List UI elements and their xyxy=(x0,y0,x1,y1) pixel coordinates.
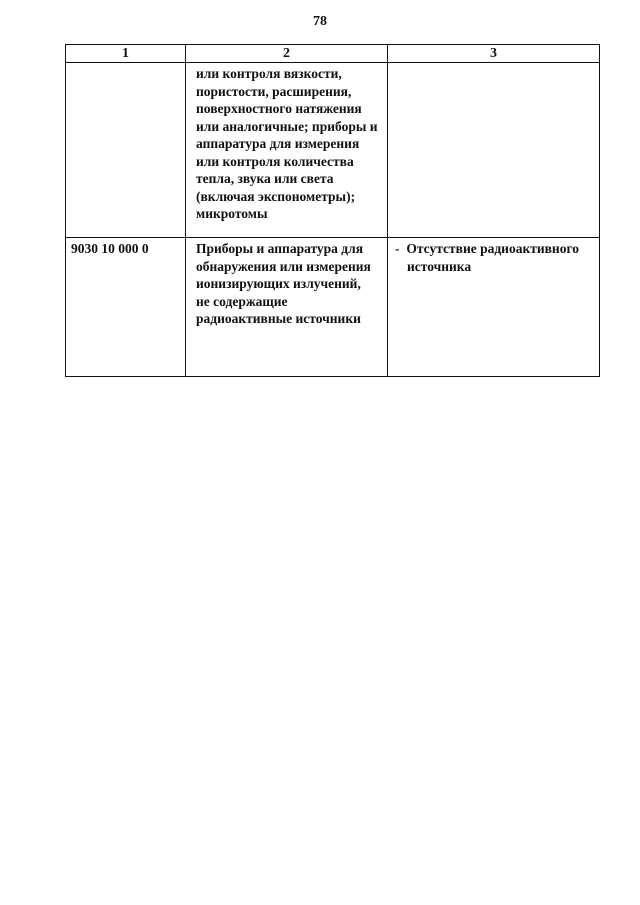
code-cell xyxy=(66,63,186,238)
page-number: 78 xyxy=(313,14,327,29)
condition-cell xyxy=(388,63,600,238)
description-cell xyxy=(186,63,388,238)
description-line: пористости, расширения, xyxy=(196,83,352,99)
description-line: поверхностного натяжения xyxy=(196,101,362,116)
condition-line xyxy=(395,240,595,258)
description-line: Приборы и аппаратура для xyxy=(196,241,364,256)
condition-line: источника xyxy=(407,258,472,274)
column-header-3: 3 xyxy=(388,45,600,63)
condition-cell xyxy=(388,238,600,377)
description-line: или контроля количества xyxy=(196,153,354,169)
table-row xyxy=(66,238,600,377)
code-cell: 9030 10 000 0 xyxy=(66,238,186,377)
list-dash: - xyxy=(395,241,400,256)
condition-text: Отсутствие радиоактивного xyxy=(406,241,580,256)
description-line: радиоактивные источники xyxy=(196,311,361,326)
goods-table xyxy=(65,44,600,377)
description-line: аппаратура для измерения xyxy=(196,136,360,151)
description-line: или аналогичные; приборы и xyxy=(196,118,378,134)
description-line: или контроля вязкости, xyxy=(196,66,342,81)
table-row xyxy=(66,63,600,238)
description-line: ионизирующих излучений, xyxy=(196,276,361,291)
description-line: (включая экспонометры); xyxy=(196,188,356,204)
description-line: не содержащие xyxy=(196,293,288,309)
description-line: обнаружения или измерения xyxy=(196,258,371,274)
description-cell xyxy=(186,238,388,377)
table-header-row xyxy=(66,45,600,63)
description-line: микротомы xyxy=(196,206,268,221)
description-line: тепла, звука или света xyxy=(196,171,334,186)
column-header-1: 1 xyxy=(66,45,186,63)
column-header-2: 2 xyxy=(186,45,388,63)
